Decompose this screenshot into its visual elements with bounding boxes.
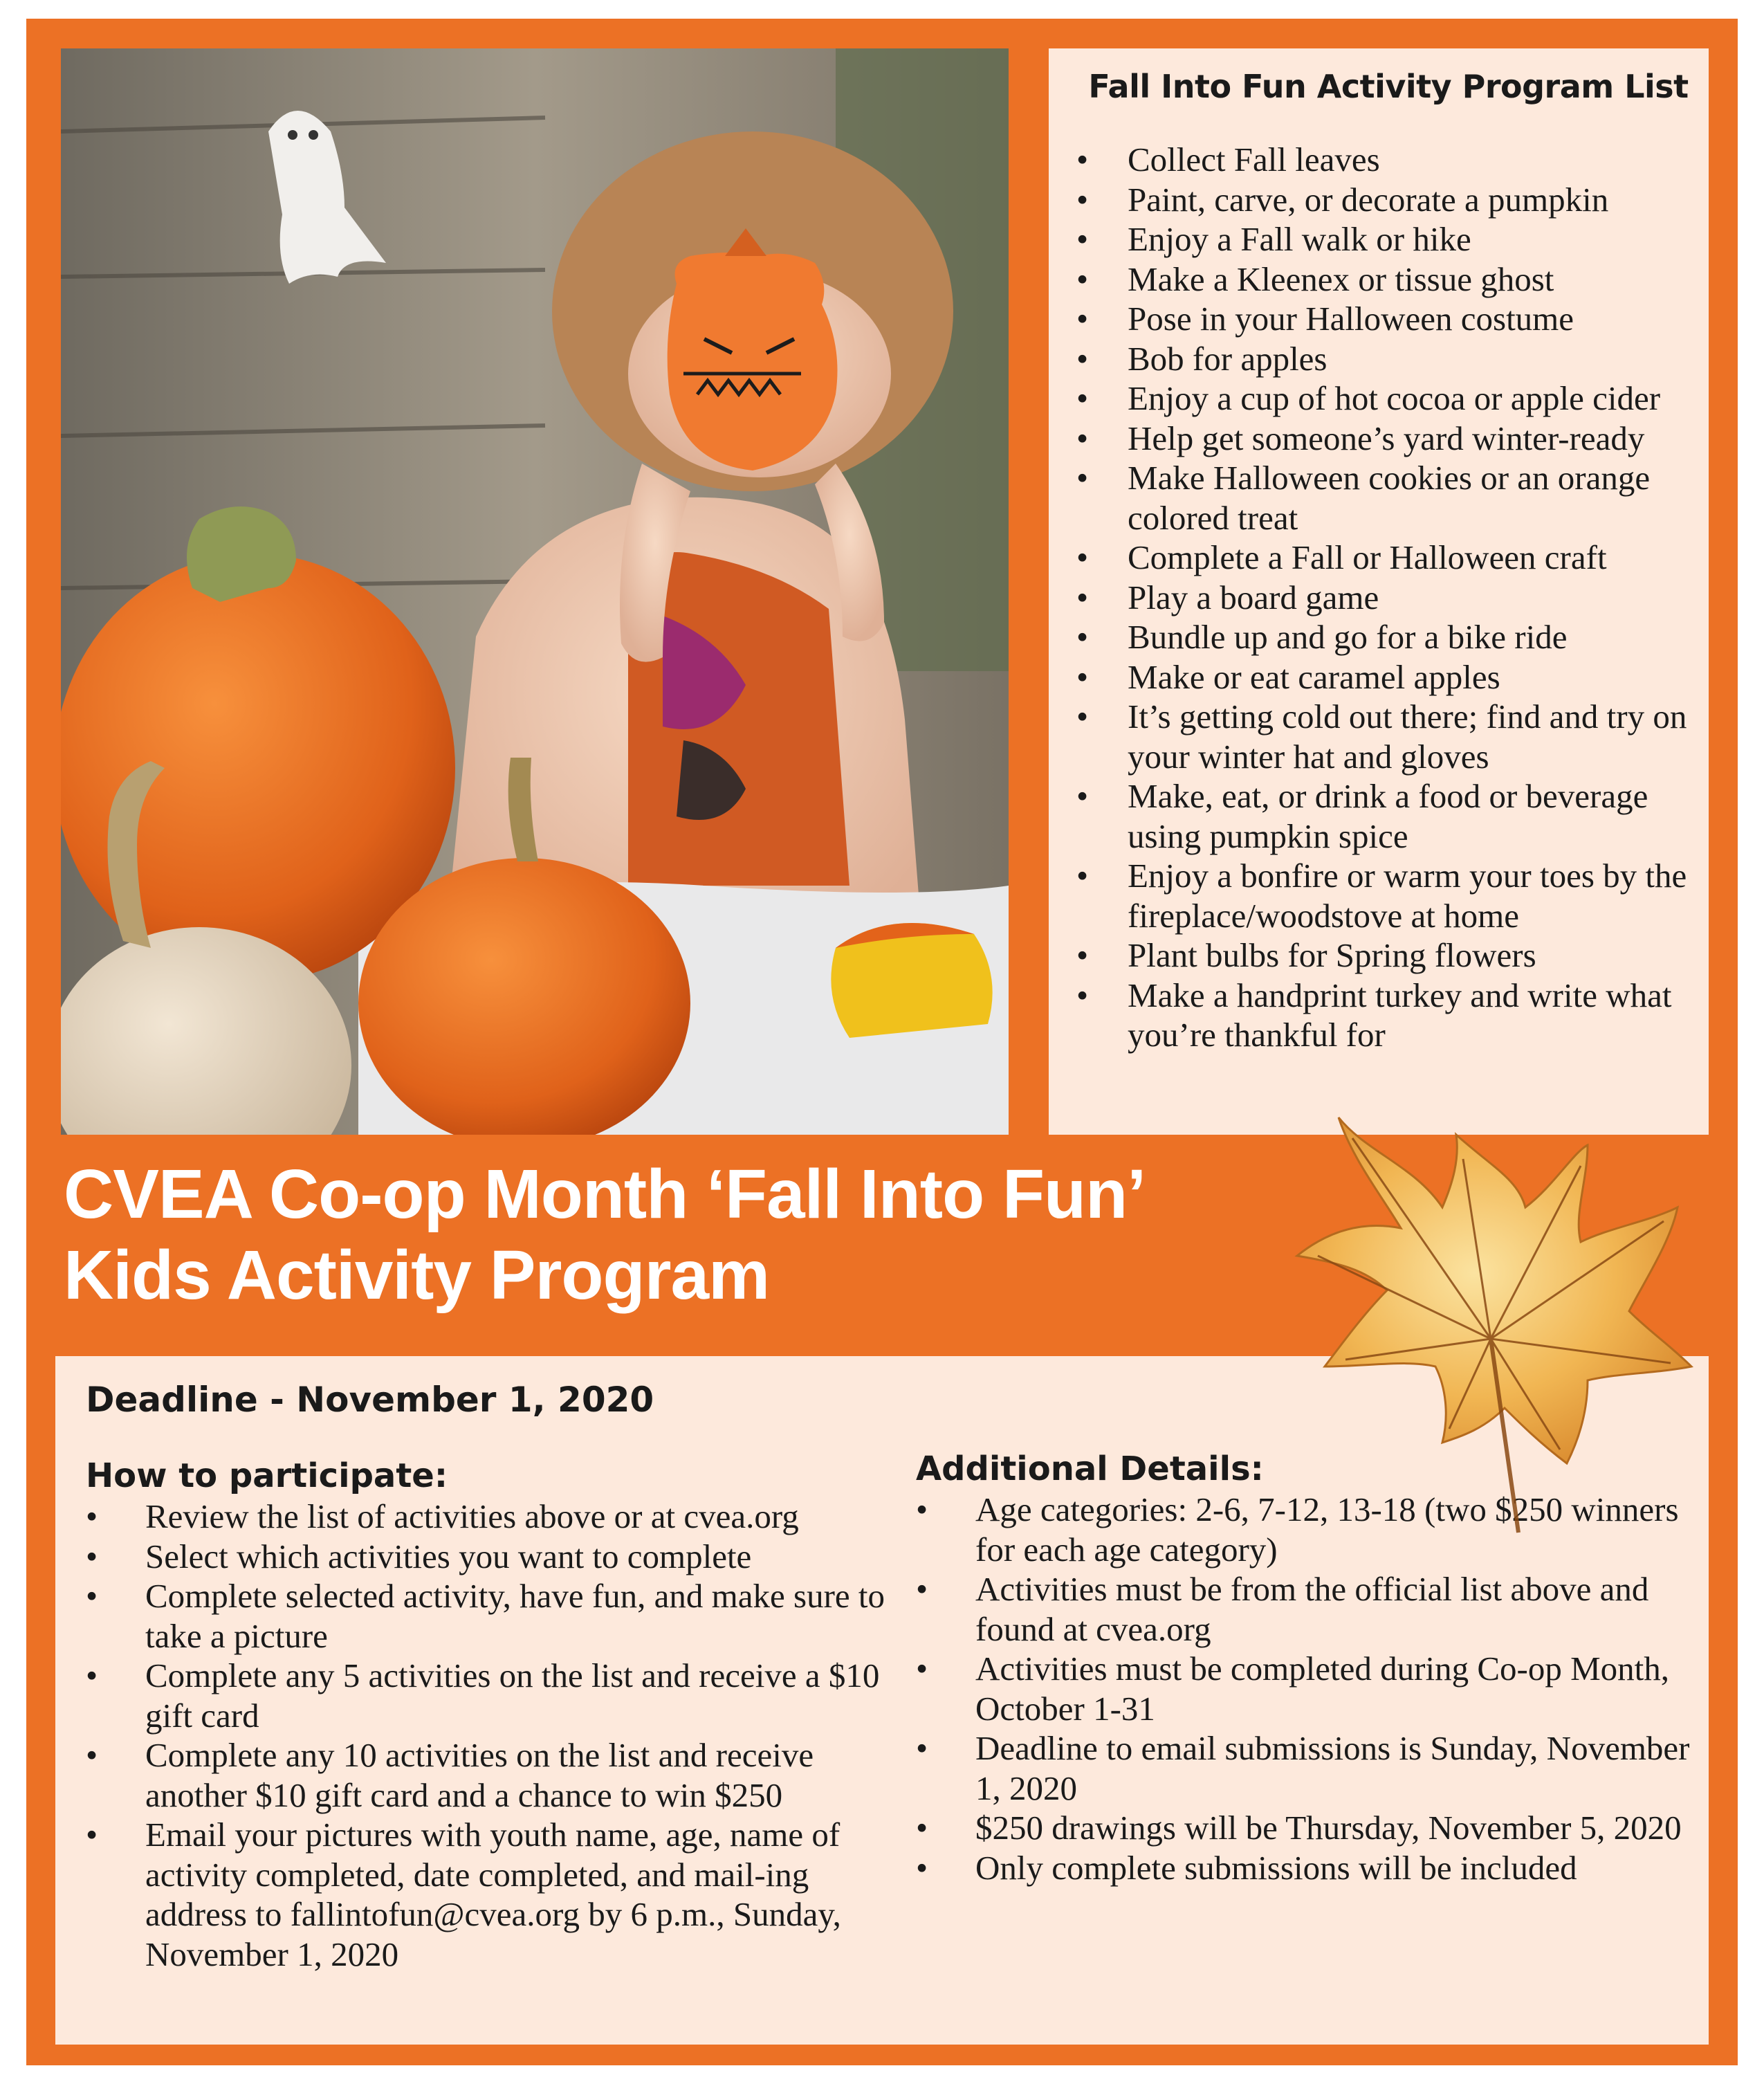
- headline-line-1: CVEA Co-op Month ‘Fall Into Fun’: [64, 1155, 1146, 1233]
- bullet-icon: •: [1076, 697, 1089, 735]
- activity-item-text: Complete a Fall or Halloween craft: [1128, 538, 1607, 576]
- bullet-icon: •: [1076, 379, 1089, 417]
- activity-item-text: Bob for apples: [1128, 339, 1327, 378]
- activity-item: [1049, 538, 1709, 578]
- bullet-icon: •: [916, 1848, 928, 1887]
- activity-item: [1049, 657, 1709, 697]
- activity-item-text: Enjoy a cup of hot cocoa or apple cider: [1128, 379, 1661, 417]
- additional-item-text: Age categories: 2-6, 7-12, 13-18 (two $250 winners for each age category): [975, 1490, 1679, 1569]
- how-to-item: [86, 1656, 902, 1735]
- additional-item-text: Only complete submissions will be included: [975, 1848, 1577, 1887]
- additional-item: [916, 1728, 1698, 1808]
- bullet-icon: •: [86, 1816, 98, 1854]
- bullet-icon: •: [1076, 459, 1089, 497]
- bullet-icon: •: [1076, 220, 1089, 258]
- bullet-icon: •: [1076, 419, 1089, 457]
- how-to-item-text: Complete selected activity, have fun, and make sure to take a picture: [145, 1577, 885, 1655]
- additional-list: [916, 1490, 1698, 1888]
- additional-item-text: Activities must be completed during Co-op Month, October 1-31: [975, 1649, 1670, 1728]
- activity-item-text: Pose in your Halloween costume: [1128, 300, 1574, 338]
- how-to-item-text: Complete any 5 activities on the list and receive a $10 gift card: [145, 1656, 880, 1735]
- bullet-icon: •: [1076, 140, 1089, 179]
- bullet-icon: •: [916, 1809, 928, 1847]
- how-to-heading: How to participate:: [86, 1456, 448, 1495]
- headline: [64, 1154, 1343, 1316]
- bullet-icon: •: [916, 1570, 928, 1608]
- activity-item-text: Play a board game: [1128, 578, 1379, 616]
- activity-list: [1049, 140, 1709, 1055]
- activity-item: [1049, 299, 1709, 339]
- how-to-participate-section: [86, 1456, 902, 1974]
- additional-item: [916, 1808, 1698, 1848]
- bullet-icon: •: [1076, 300, 1089, 338]
- activity-item: [1049, 180, 1709, 220]
- deadline-text: Deadline - November 1, 2020: [86, 1380, 654, 1420]
- bullet-icon: •: [916, 1490, 928, 1528]
- activity-item-text: Make, eat, or drink a food or beverage using pumpkin spice: [1128, 777, 1648, 855]
- activity-item: [1049, 935, 1709, 976]
- additional-item-text: Activities must be from the official list above and found at cvea.org: [975, 1570, 1649, 1648]
- bullet-icon: •: [1076, 180, 1089, 219]
- how-to-item: [86, 1735, 902, 1815]
- activity-item: [1049, 458, 1709, 538]
- activity-item: [1049, 219, 1709, 259]
- additional-item: [916, 1569, 1698, 1649]
- bullet-icon: •: [916, 1649, 928, 1688]
- activity-item-text: Make a handprint turkey and write what you’re thankful for: [1128, 976, 1672, 1054]
- activity-item: [1049, 697, 1709, 776]
- bullet-icon: •: [86, 1537, 98, 1575]
- activity-item-text: Bundle up and go for a bike ride: [1128, 618, 1568, 656]
- bullet-icon: •: [1076, 259, 1089, 298]
- additional-item-text: $250 drawings will be Thursday, November 5, 2020: [975, 1809, 1682, 1847]
- how-to-item-text: Select which activities you want to complete: [145, 1537, 752, 1575]
- activity-item: [1049, 776, 1709, 856]
- activity-item-text: Help get someone’s yard winter-ready: [1128, 419, 1645, 457]
- maple-leaf-icon: [1283, 1104, 1698, 1546]
- additional-item-text: Deadline to email submissions is Sunday, November 1, 2020: [975, 1729, 1690, 1807]
- activity-item-text: It’s getting cold out there; find and try on your winter hat and gloves: [1128, 697, 1687, 776]
- bullet-icon: •: [86, 1656, 98, 1694]
- activity-item: [1049, 419, 1709, 459]
- activity-list-title: Fall Into Fun Activity Program List: [1088, 68, 1689, 105]
- how-to-item: [86, 1537, 902, 1577]
- bullet-icon: •: [1076, 976, 1089, 1014]
- activity-item: [1049, 140, 1709, 180]
- how-to-list: [86, 1497, 902, 1974]
- activity-item: [1049, 339, 1709, 379]
- how-to-item-text: Review the list of activities above or at cvea.org: [145, 1497, 799, 1535]
- bullet-icon: •: [1076, 657, 1089, 696]
- activity-item: [1049, 617, 1709, 657]
- activity-item: [1049, 378, 1709, 419]
- how-to-item-text: Email your pictures with youth name, age, name of activity completed, date completed, and mail-ing address to fallintofun@cvea.org by 6 p.m., Sunday, November 1, 2020: [145, 1816, 841, 1973]
- additional-item: [916, 1848, 1698, 1888]
- activity-item-text: Collect Fall leaves: [1128, 140, 1380, 179]
- bullet-icon: •: [1076, 618, 1089, 656]
- bullet-icon: •: [1076, 578, 1089, 616]
- how-to-item: [86, 1576, 902, 1656]
- bullet-icon: •: [1076, 339, 1089, 378]
- activity-item-text: Make a Kleenex or tissue ghost: [1128, 259, 1554, 298]
- bullet-icon: •: [1076, 857, 1089, 895]
- activity-item-text: Make Halloween cookies or an orange colored treat: [1128, 459, 1651, 537]
- additional-heading: Additional Details:: [916, 1450, 1264, 1488]
- bullet-icon: •: [1076, 777, 1089, 815]
- additional-item: [916, 1649, 1698, 1728]
- bullet-icon: •: [916, 1729, 928, 1767]
- how-to-item: [86, 1815, 902, 1974]
- bullet-icon: •: [1076, 936, 1089, 974]
- activity-item-text: Enjoy a bonfire or warm your toes by the fireplace/woodstove at home: [1128, 857, 1687, 935]
- how-to-item: [86, 1497, 902, 1537]
- activity-list-panel: [1049, 48, 1709, 1135]
- bullet-icon: •: [86, 1497, 98, 1535]
- activity-item-text: Plant bulbs for Spring flowers: [1128, 936, 1536, 974]
- activity-item-text: Paint, carve, or decorate a pumpkin: [1128, 180, 1609, 219]
- bullet-icon: •: [86, 1577, 98, 1615]
- bullet-icon: •: [86, 1736, 98, 1774]
- activity-item: [1049, 259, 1709, 300]
- girl-pumpkin-photo: [61, 48, 1009, 1135]
- bullet-icon: •: [1076, 538, 1089, 576]
- activity-item: [1049, 856, 1709, 935]
- activity-item: [1049, 578, 1709, 618]
- activity-item-text: Enjoy a Fall walk or hike: [1128, 220, 1471, 258]
- headline-line-2: Kids Activity Program: [64, 1236, 770, 1314]
- how-to-item-text: Complete any 10 activities on the list and receive another $10 gift card and a chance to win $250: [145, 1736, 814, 1814]
- activity-item: [1049, 976, 1709, 1055]
- activity-item-text: Make or eat caramel apples: [1128, 657, 1500, 696]
